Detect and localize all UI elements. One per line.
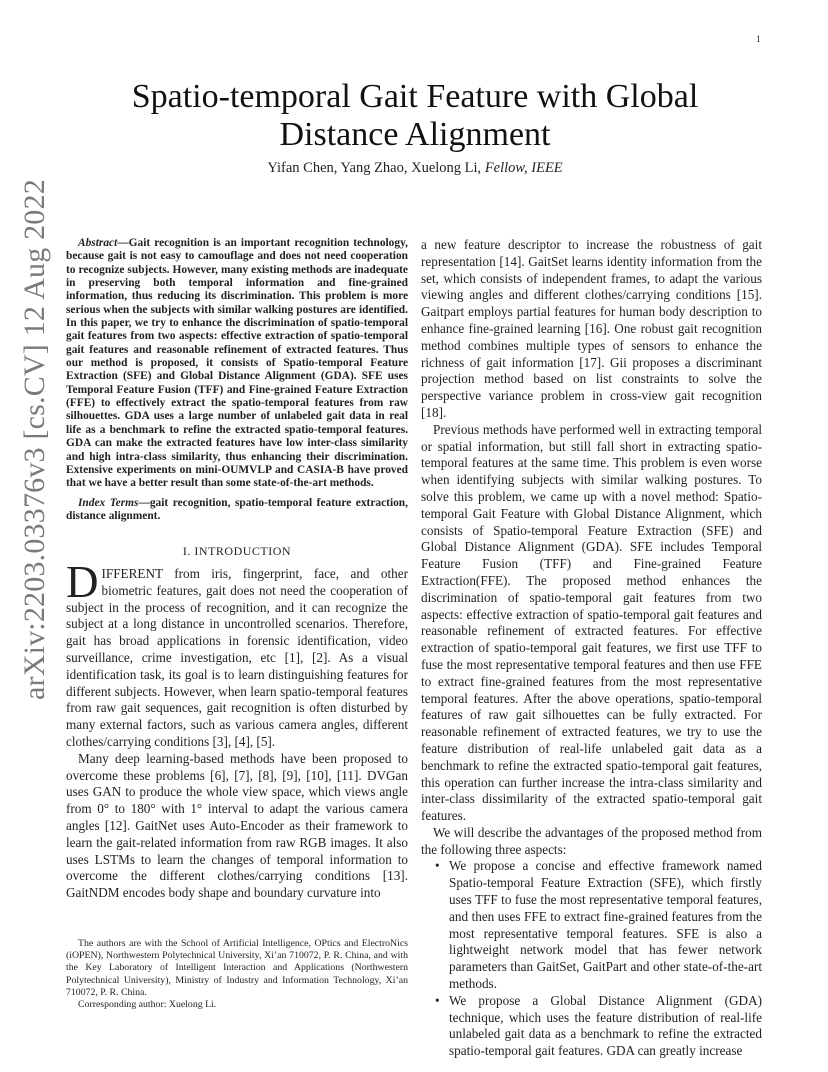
contribution-item-sfe: • We propose a concise and effective framework named Spatio-temporal Feature Extraction (SFE), which firstly uses TFF to fuse the most representative temporal features, and then uses FFE to extract fine-grained features from the most representative temporal features. SFE is also a lightweight network model that has fewer network parameters than GaitSet, GaitPart and other state-of-the-art methods. <box>449 858 762 992</box>
author-suffix: Fellow, IEEE <box>484 160 563 176</box>
arxiv-identifier[interactable]: arXiv:2203.03376v3 [cs.CV] 12 Aug 2022 <box>18 179 51 700</box>
page-number: 1 <box>756 34 761 44</box>
contribution-list <box>421 858 762 1060</box>
index-terms-lead: Index Terms <box>78 496 139 509</box>
left-column <box>66 237 408 902</box>
contribution-item-gda: • We propose a Global Distance Alignment (GDA) technique, which uses the feature distribution of real-life unlabeled gait data as a benchmark to refine the extracted spatio-temporal gait features. GDA can greatly increase <box>449 993 762 1060</box>
intro-paragraph-3: a new feature descriptor to increase the robustness of gait representation [14]. GaitSet learns identity information from the set, which consists of independent frames, to adapt the various viewing angles and different clothes/carrying conditions [15]. Gaitpart employs partial features for human body description to enhance fine-grained learning [16]. One robust gait recognition method combines multiple types of sensors to enhance the richness of gait information [17]. Gii proposes a discriminant projection method based on list constraints to solve the perspective variance problem in cross-view gait recognition [18]. <box>421 237 762 420</box>
footnote-affiliation: The authors are with the School of Artificial Intelligence, OPtics and ElectroNics (iOPEN), Northwestern Polytechnical University, Xi’an 710072, P. R. China, and with the Key Laboratory of Intelligent Interaction and Applications (Northwestern Polytechnical University), Ministry of Industry and Information Technology, Xi’an 710072, P. R. China. <box>66 938 408 998</box>
intro-paragraph-1: DIFFERENT from iris, fingerprint, face, and other biometric features, gait does not need the cooperation of subject in the process of recognition, and it can recognize the subject at a long distance in uncontrolled scenarios. Therefore, gait has broad applications in forensic identification, video surveillance, crime investigation, etc [1], [2]. As a visual identification task, its goal is to learn distinguishing features for different subjects. However, when learn spatio-temporal features from raw gait sequences, gait recognition is often disturbed by many external factors, such as various camera angles, different clothes/carrying conditions [3], [4], [5]. <box>66 557 408 749</box>
section-heading-introduction: I. INTRODUCTION <box>182 544 292 559</box>
abstract-text: —Gait recognition is an important recognition technology, because gait is not easy to camouflage and does not need cooperation to recognize subjects. However, many existing methods are inadequate in preserving both temporal information and fine-grained information, thus reducing its discrimination. This problem is more serious when the subjects with similar walking postures are identified. In this paper, we try to enhance the discrimination of spatio-temporal gait features from two aspects: effective extraction of spatio-temporal gait features and reasonable refinement of extracted features. Thus our method is proposed, it consists of Spatio-temporal Feature Extraction (SFE) and Global Distance Alignment (GDA). SFE uses Temporal Feature Fusion (TFF) and Fine-grained Feature Extraction (FFE) to effectively extract the spatio-temporal features from raw silhouettes. GDA uses a large number of unlabeled gait data in real life as a benchmark to refine the extracted spatio-temporal features. GDA can make the extracted features have low inter-class similarity and high intra-class similarity, thus enhancing their discrimination. Extensive experiments on mini-OUMVLP and CASIA-B have proved that we have a better result than some state-of-the-art methods. <box>66 237 408 490</box>
intro-paragraph-5: We will describe the advantages of the proposed method from the following three aspects: <box>421 824 762 857</box>
affiliation-footnote <box>66 938 408 1011</box>
index-terms-text: —gait recognition, spatio-temporal feature extraction, distance alignment. <box>66 496 408 522</box>
intro-paragraph-2: Many deep learning-based methods have been proposed to overcome these problems [6], [7], [8], [9], [10], [11]. DVGan uses GAN to produce the whole view space, which views angle from 0° to 180° with 1° interval to adapt the various camera angles [12]. GaitNet uses Auto-Encoder as their framework to learn the gait-related information from raw RGB images. It also uses LSTMs to learn the changes of temporal information to overcome the different clothes/carrying conditions [13]. GaitNDM encodes body shape and boundary curvature into <box>66 750 408 901</box>
footnote-corresponding-author: Corresponding author: Xuelong Li. <box>78 999 217 1011</box>
paper-title: Spatio-temporal Gait Feature with Global Distance Alignment <box>131 78 699 153</box>
right-column <box>421 237 762 1060</box>
author-names: Yifan Chen, Yang Zhao, Xuelong Li, <box>267 160 485 176</box>
abstract-lead: Abstract <box>78 237 118 249</box>
abstract <box>66 237 408 491</box>
index-terms <box>66 497 408 524</box>
intro-paragraph-4: Previous methods have performed well in extracting temporal or spatial information, but still fall short in extracting spatio-temporal features at the same time. This problem is even worse when identifying subjects with similar walking postures. To solve this problem, we came up with a novel method: Spatio-temporal Gait Feature with Global Distance Alignment, which consists of Spatio-temporal Feature Extraction (SFE) and Global Distance Alignment (GDA). SFE includes Temporal Feature Fusion (TFF) and Fine-grained Feature Extraction(FFE). The proposed method enhances the discrimination of spatio-temporal gait features from two aspects: effective extraction of spatio-temporal gait features and reasonable refinement of extracted features. For effective extraction of spatio-temporal gait features, we first use TFF to fuse the most representative temporal features and then use FFE to extract fine-grained features from the most representative temporal features. After the above operations, spatio-temporal features of raw gait silhouettes can be fully extracted. For reasonable refinement of extracted features, we try to use the feature distribution of real-life unlabeled gait data as a benchmark to refine the extracted spatio-temporal gait features, this operation can further increase the intra-class similarity and inter-class dissimilarity of the extracted spatio-temporal gait features. <box>421 421 762 824</box>
author-list <box>70 160 760 177</box>
